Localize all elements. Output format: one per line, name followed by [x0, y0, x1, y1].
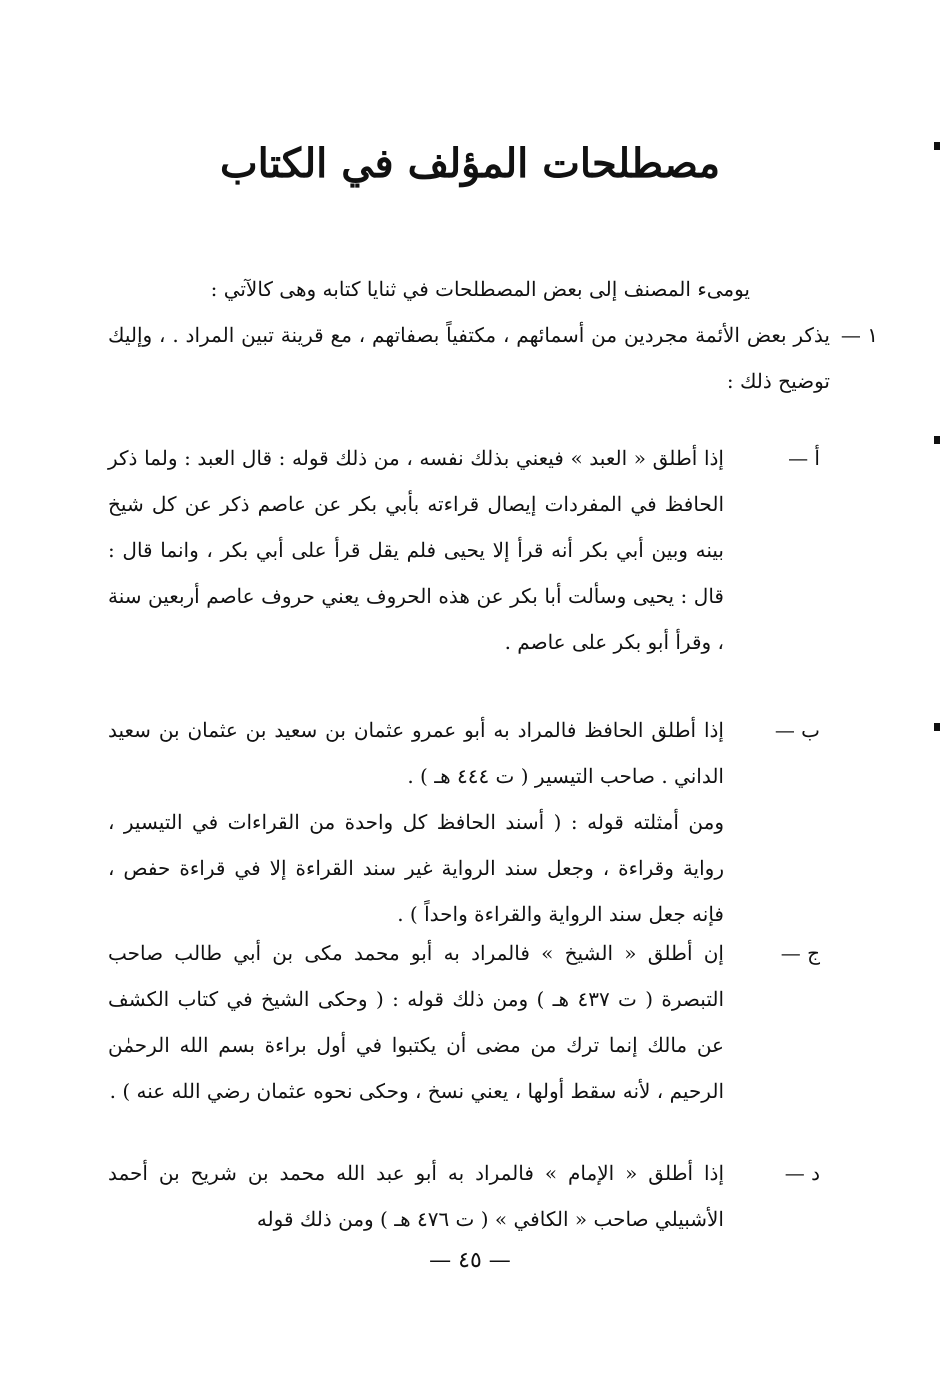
scan-edge-mark — [934, 723, 940, 731]
scan-edge-mark — [934, 436, 940, 444]
subsection-a — [108, 435, 820, 665]
point-number: ١ — — [840, 323, 878, 347]
page-title: مصطلحات المؤلف في الكتاب — [219, 140, 721, 187]
subsection-b — [108, 707, 820, 937]
subsection-marker: ج — — [780, 941, 820, 965]
numbered-point-1 — [108, 312, 878, 404]
subsection-paragraph: إن أطلق « الشيخ » فالمراد به أبو محمد مكى بن أبي طالب صاحب التبصرة ( ت ٤٣٧ هـ ) ومن ذلك قوله : ( وحكى الشيخ في كتاب الكشف عن مالك إنما ترك من مضى أن يكتبوا في أول براءة بسم الله الرحمٰن الرحيم ، لأنه سقط أولها ، يعني نسخ ، وحكى نحوه عثمان رضي الله عنه ) . — [108, 941, 724, 1103]
subsection-d — [108, 1150, 820, 1242]
subsection-marker: ب — — [774, 718, 820, 742]
intro-paragraph: يومىء المصنف إلى بعض المصطلحات في ثنايا كتابه وهى كالآتي : — [210, 277, 750, 301]
subsection-paragraph: ومن أمثلته قوله : ( أسند الحافظ كل واحدة من القراءات في التيسير ، رواية وقراءة ، وجعل سند الرواية غير سند القراءة إلا في قراءة حفص ، فإنه جعل سند الرواية والقراءة واحداً ) . — [108, 810, 724, 926]
subsection-paragraph: إذا أطلق « الإمام » فالمراد به أبو عبد الله محمد بن شريح بن أحمد الأشبيلي صاحب « الكافي » ( ت ٤٧٦ هـ ) ومن ذلك قوله — [108, 1161, 724, 1231]
point-text: يذكر بعض الأئمة مجردين من أسمائهم ، مكتفياً بصفاتهم ، مع قرينة تبين المراد . ، وإليك توضيح ذلك : — [108, 323, 830, 393]
subsection-paragraph: إذا أطلق الحافظ فالمراد به أبو عمرو عثمان بن سعيد بن عثمان بن سعيد الداني . صاحب التيسير ( ت ٤٤٤ هـ ) . — [108, 718, 724, 788]
page-number: — ٤٥ — — [429, 1248, 511, 1273]
subsection-marker: أ — — [788, 446, 820, 470]
subsection-paragraph: إذا أطلق « العبد » فيعني بذلك نفسه ، من ذلك قوله : قال العبد : ولما ذكر الحافظ في المفردات إيصال قراءته بأبي بكر عن عاصم ذكر عن كل شيخ بينه وبين أبي بكر أنه قرأ إلا يحيى فلم يقل قرأ على أبي بكر ، وانما قال : قال : يحيى وسألت أبا بكر عن هذه الحروف يعني حروف عاصم أربعين سنة ، وقرأ أبو بكر على عاصم . — [108, 446, 724, 654]
subsection-c — [108, 930, 820, 1114]
subsection-marker: د — — [784, 1161, 820, 1185]
